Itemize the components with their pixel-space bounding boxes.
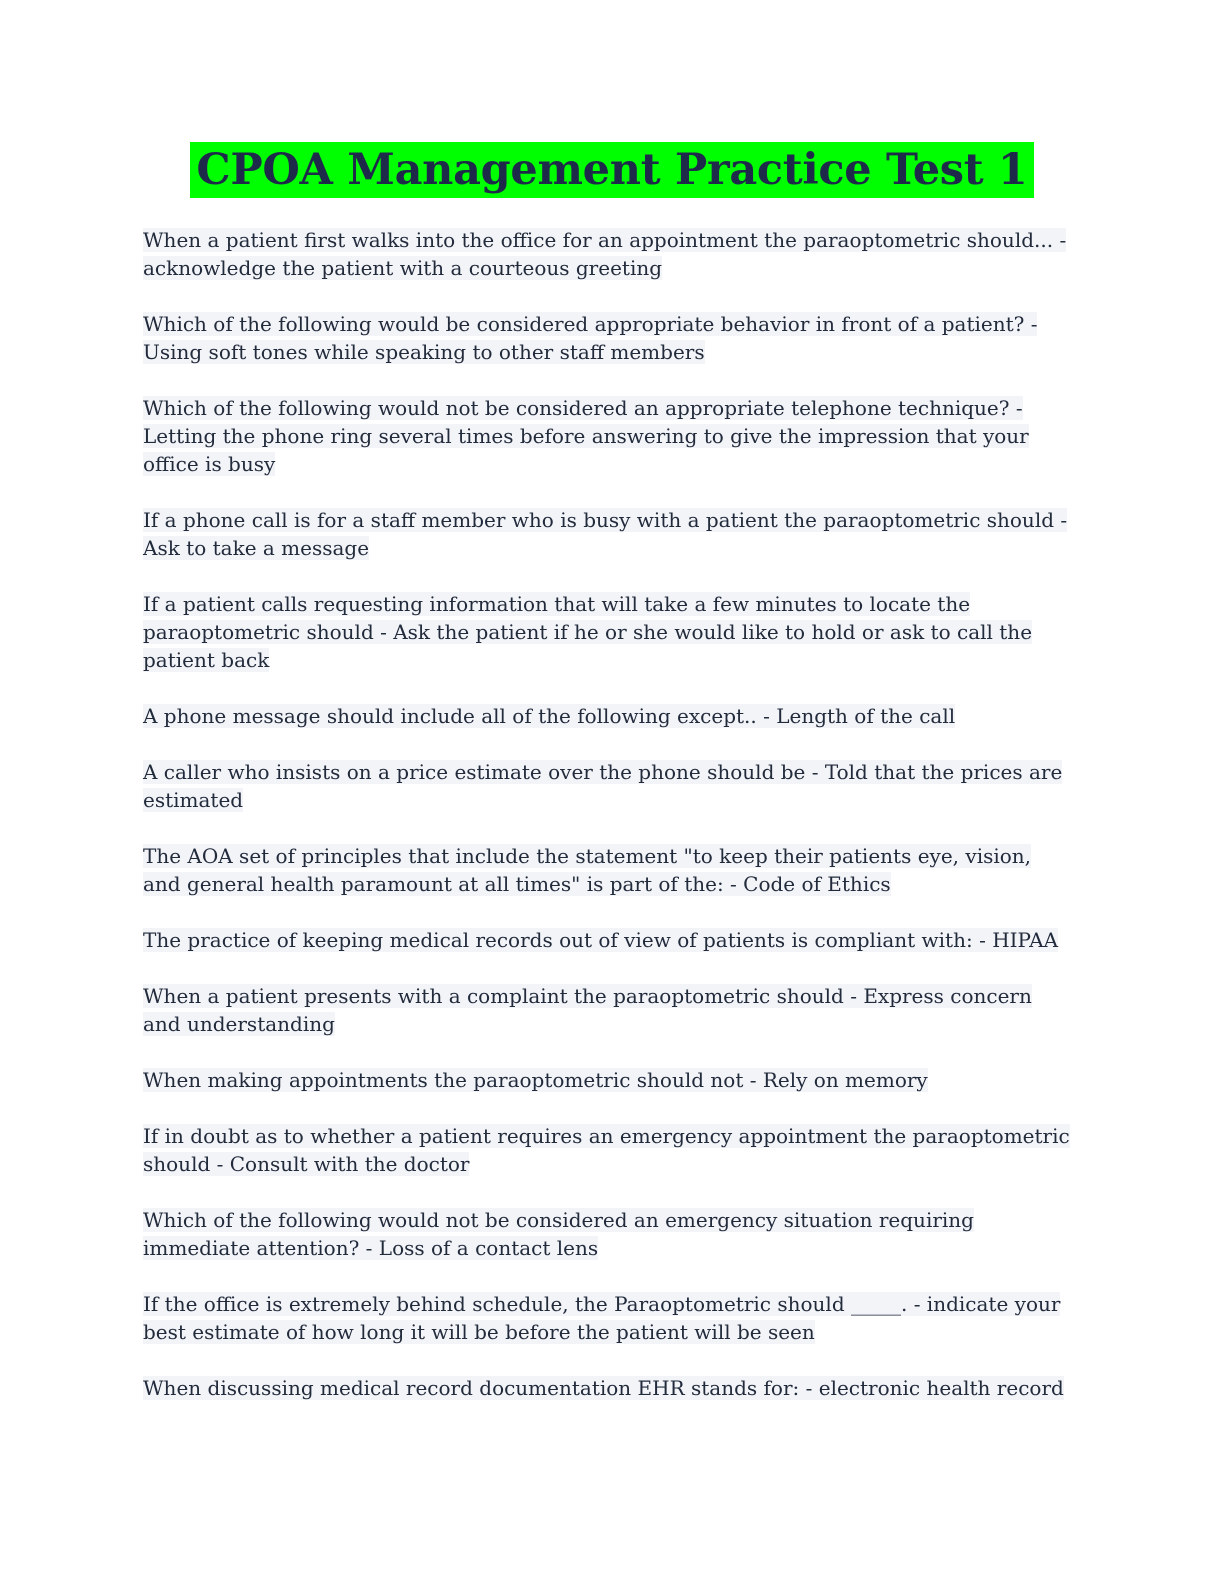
- qa-text: When a patient first walks into the office for an appointment the paraoptometric should... - acknowledge the patient with a courteous greeting: [143, 228, 1067, 280]
- qa-text: When discussing medical record documentation EHR stands for: - electronic health record: [143, 1376, 1064, 1400]
- qa-item: [143, 758, 1073, 814]
- qa-item: [143, 1122, 1073, 1178]
- qa-item: [143, 226, 1073, 282]
- qa-item: [143, 506, 1073, 562]
- qa-text: The AOA set of principles that include the statement "to keep their patients eye, vision, and general health paramount at all times" is part of the: - Code of Ethics: [143, 844, 1032, 896]
- qa-item: [143, 842, 1073, 898]
- qa-text: Which of the following would be considered appropriate behavior in front of a patient? - Using soft tones while speaking to other staff members: [143, 312, 1038, 364]
- qa-item: [143, 1206, 1073, 1262]
- qa-text: The practice of keeping medical records out of view of patients is compliant with: - HIPAA: [143, 928, 1059, 952]
- qa-text: If a patient calls requesting information that will take a few minutes to locate the paraoptometric should - Ask the patient if he or she would like to hold or ask to call the patient back: [143, 592, 1033, 672]
- qa-item: [143, 310, 1073, 366]
- qa-text: When a patient presents with a complaint the paraoptometric should - Express concern and understanding: [143, 984, 1032, 1036]
- qa-item: [143, 702, 1073, 730]
- qa-item: [143, 1290, 1073, 1346]
- qa-text: Which of the following would not be considered an appropriate telephone technique? - Letting the phone ring several times before answering to give the impression that your office is busy: [143, 396, 1029, 476]
- qa-item: [143, 926, 1073, 954]
- qa-text: When making appointments the paraoptometric should not - Rely on memory: [143, 1068, 928, 1092]
- qa-text: A phone message should include all of the following except.. - Length of the call: [143, 704, 956, 728]
- qa-text: Which of the following would not be considered an emergency situation requiring immediate attention? - Loss of a contact lens: [143, 1208, 974, 1260]
- document-title: CPOA Management Practice Test 1: [190, 142, 1033, 198]
- title-container: [0, 142, 1224, 198]
- qa-item: [143, 1374, 1073, 1402]
- qa-text: If a phone call is for a staff member who is busy with a patient the paraoptometric should - Ask to take a message: [143, 508, 1068, 560]
- qa-item: [143, 982, 1073, 1038]
- qa-text: If in doubt as to whether a patient requires an emergency appointment the paraoptometric should - Consult with the doctor: [143, 1124, 1070, 1176]
- question-answer-list: [143, 226, 1073, 1430]
- qa-item: [143, 590, 1073, 674]
- qa-text: If the office is extremely behind schedule, the Paraoptometric should _____. - indicate your best estimate of how long it will be before the patient will be seen: [143, 1292, 1061, 1344]
- qa-text: A caller who insists on a price estimate over the phone should be - Told that the prices are estimated: [143, 760, 1063, 812]
- qa-item: [143, 394, 1073, 478]
- qa-item: [143, 1066, 1073, 1094]
